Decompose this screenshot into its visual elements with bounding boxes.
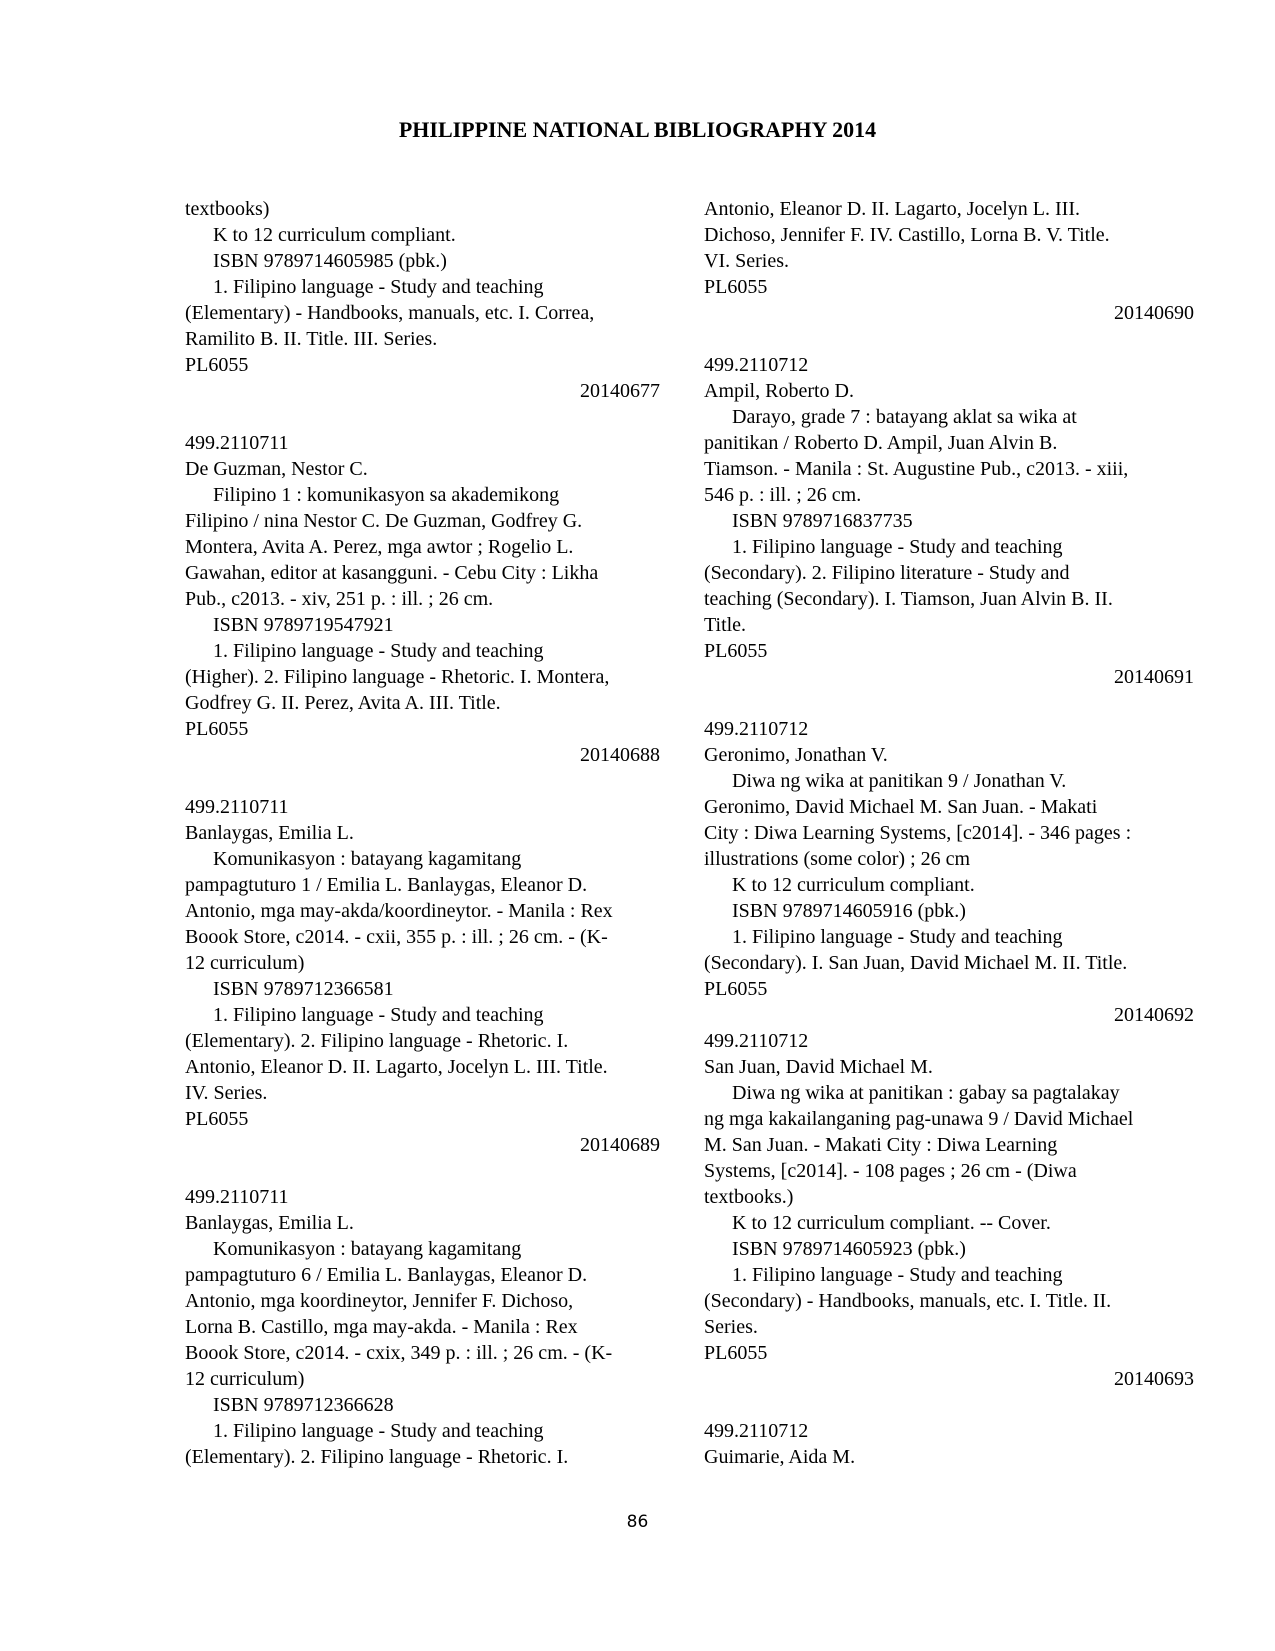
entry-line: panitikan / Roberto D. Ampil, Juan Alvin B. xyxy=(704,432,1058,454)
entry-line: PL6055 xyxy=(185,718,249,740)
accession-number: 20140693 xyxy=(1114,1368,1194,1390)
entry-line: 546 p. : ill. ; 26 cm. xyxy=(704,484,862,506)
entry-line: De Guzman, Nestor C. xyxy=(185,458,368,480)
entry-line: 1. Filipino language - Study and teaching xyxy=(213,640,544,662)
entry-line: VI. Series. xyxy=(704,250,789,272)
entry-line: 499.2110712 xyxy=(704,1030,809,1052)
entry-line: 12 curriculum) xyxy=(185,952,305,974)
entry-line: 499.2110712 xyxy=(704,1420,809,1442)
entry-line: Ampil, Roberto D. xyxy=(704,380,854,402)
entry-line: pampagtuturo 6 / Emilia L. Banlaygas, Eleanor D. xyxy=(185,1264,588,1286)
accession-number: 20140690 xyxy=(1114,302,1194,324)
entry-line: Gawahan, editor at kasangguni. - Cebu City : Likha xyxy=(185,562,599,584)
entry-line: K to 12 curriculum compliant. -- Cover. xyxy=(732,1212,1051,1234)
page-title: PHILIPPINE NATIONAL BIBLIOGRAPHY 2014 xyxy=(398,117,877,142)
page-number: 86 xyxy=(626,1512,649,1532)
entry-line: Filipino 1 : komunikasyon sa akademikong xyxy=(213,484,560,506)
entry-line: illustrations (some color) ; 26 cm xyxy=(704,848,971,870)
entry-line: Banlaygas, Emilia L. xyxy=(185,822,354,844)
accession-number: 20140688 xyxy=(580,744,660,766)
left-column xyxy=(185,196,660,1470)
entry-line: (Elementary). 2. Filipino language - Rhetoric. I. xyxy=(185,1030,569,1052)
entry-line: PL6055 xyxy=(185,354,249,376)
entry-line: Geronimo, Jonathan V. xyxy=(704,744,888,766)
entry-line: ISBN 9789719547921 xyxy=(213,614,394,636)
entry-line: pampagtuturo 1 / Emilia L. Banlaygas, Eleanor D. xyxy=(185,874,588,896)
entry-line: 1. Filipino language - Study and teaching xyxy=(732,536,1063,558)
entry-line: ISBN 9789712366628 xyxy=(213,1394,394,1416)
entry-line: Geronimo, David Michael M. San Juan. - Makati xyxy=(704,796,1098,818)
blank-line xyxy=(704,1392,1194,1418)
entry-line: M. San Juan. - Makati City : Diwa Learning xyxy=(704,1134,1058,1156)
entry-line: Godfrey G. II. Perez, Avita A. III. Title. xyxy=(185,692,501,714)
entry-line: textbooks.) xyxy=(704,1186,794,1208)
accession-number: 20140691 xyxy=(1114,666,1194,688)
entry-line: (Secondary) - Handbooks, manuals, etc. I. Title. II. xyxy=(704,1290,1112,1312)
entry-line: ng mga kakailanganing pag-unawa 9 / David Michael xyxy=(704,1108,1134,1130)
blank-line xyxy=(185,404,660,430)
entry-line: Antonio, Eleanor D. II. Lagarto, Jocelyn L. III. xyxy=(704,198,1080,220)
entry-line: Diwa ng wika at panitikan 9 / Jonathan V. xyxy=(732,770,1067,792)
entry-line: ISBN 9789716837735 xyxy=(732,510,913,532)
blank-line xyxy=(185,768,660,794)
entry-line: 1. Filipino language - Study and teaching xyxy=(213,1420,544,1442)
entry-line: Montera, Avita A. Perez, mga awtor ; Rogelio L. xyxy=(185,536,574,558)
entry-line: Filipino / nina Nestor C. De Guzman, Godfrey G. xyxy=(185,510,583,532)
entry-line: Antonio, mga may-akda/koordineytor. - Manila : Rex xyxy=(185,900,613,922)
entry-line: ISBN 9789714605916 (pbk.) xyxy=(732,900,966,922)
entry-line: IV. Series. xyxy=(185,1082,268,1104)
entry-line: Antonio, Eleanor D. II. Lagarto, Jocelyn L. III. Title. xyxy=(185,1056,608,1078)
blank-line xyxy=(704,326,1194,352)
entry-line: K to 12 curriculum compliant. xyxy=(213,224,456,246)
entry-line: ISBN 9789714605923 (pbk.) xyxy=(732,1238,966,1260)
blank-line xyxy=(185,1158,660,1184)
entry-line: (Elementary). 2. Filipino language - Rhetoric. I. xyxy=(185,1446,569,1468)
entry-line: City : Diwa Learning Systems, [c2014]. - 346 pages : xyxy=(704,822,1132,844)
entry-line: PL6055 xyxy=(704,276,768,298)
entry-line: teaching (Secondary). I. Tiamson, Juan Alvin B. II. xyxy=(704,588,1113,610)
entry-line: Diwa ng wika at panitikan : gabay sa pagtalakay xyxy=(732,1082,1120,1104)
entry-line: 499.2110712 xyxy=(704,718,809,740)
entry-line: Tiamson. - Manila : St. Augustine Pub., c2013. - xiii, xyxy=(704,458,1129,480)
entry-line: San Juan, David Michael M. xyxy=(704,1056,933,1078)
entry-line: (Higher). 2. Filipino language - Rhetoric. I. Montera, xyxy=(185,666,610,688)
entry-line: Guimarie, Aida M. xyxy=(704,1446,856,1468)
accession-number: 20140689 xyxy=(580,1134,660,1156)
entry-line: Darayo, grade 7 : batayang aklat sa wika at xyxy=(732,406,1077,428)
entry-line: Boook Store, c2014. - cxii, 355 p. : ill. ; 26 cm. - (K- xyxy=(185,926,608,948)
entry-line: PL6055 xyxy=(185,1108,249,1130)
entry-line: Komunikasyon : batayang kagamitang xyxy=(213,1238,522,1260)
entry-line: 499.2110711 xyxy=(185,796,289,818)
entry-line: Komunikasyon : batayang kagamitang xyxy=(213,848,522,870)
entry-line: Antonio, mga koordineytor, Jennifer F. Dichoso, xyxy=(185,1290,574,1312)
entry-line: 1. Filipino language - Study and teaching xyxy=(732,926,1063,948)
entry-line: Pub., c2013. - xiv, 251 p. : ill. ; 26 cm. xyxy=(185,588,494,610)
accession-number: 20140692 xyxy=(1114,1004,1194,1026)
entry-line: PL6055 xyxy=(704,1342,768,1364)
blank-line xyxy=(704,690,1194,716)
entry-line: (Secondary). 2. Filipino literature - Study and xyxy=(704,562,1070,584)
entry-line: Lorna B. Castillo, mga may-akda. - Manila : Rex xyxy=(185,1316,578,1338)
entry-line: (Secondary). I. San Juan, David Michael M. II. Title. xyxy=(704,952,1128,974)
entry-line: 1. Filipino language - Study and teaching xyxy=(732,1264,1063,1286)
entry-line: 1. Filipino language - Study and teaching xyxy=(213,276,544,298)
accession-number: 20140677 xyxy=(580,380,660,402)
entry-line: Banlaygas, Emilia L. xyxy=(185,1212,354,1234)
entry-line: ISBN 9789712366581 xyxy=(213,978,394,1000)
entry-line: Systems, [c2014]. - 108 pages ; 26 cm - (Diwa xyxy=(704,1160,1077,1182)
entry-line: PL6055 xyxy=(704,978,768,1000)
entry-line: 499.2110712 xyxy=(704,354,809,376)
right-column xyxy=(704,196,1194,1470)
entry-line: textbooks) xyxy=(185,198,270,220)
entry-line: 1. Filipino language - Study and teaching xyxy=(213,1004,544,1026)
entry-line: Title. xyxy=(704,614,747,636)
entry-line: ISBN 9789714605985 (pbk.) xyxy=(213,250,447,272)
entry-line: 499.2110711 xyxy=(185,1186,289,1208)
entry-line: Ramilito B. II. Title. III. Series. xyxy=(185,328,438,350)
entry-line: 12 curriculum) xyxy=(185,1368,305,1390)
entry-line: Dichoso, Jennifer F. IV. Castillo, Lorna B. V. Title. xyxy=(704,224,1110,246)
entry-line: PL6055 xyxy=(704,640,768,662)
entry-line: Series. xyxy=(704,1316,758,1338)
entry-line: (Elementary) - Handbooks, manuals, etc. I. Correa, xyxy=(185,302,595,324)
entry-line: Boook Store, c2014. - cxix, 349 p. : ill. ; 26 cm. - (K- xyxy=(185,1342,613,1364)
entry-line: 499.2110711 xyxy=(185,432,289,454)
entry-line: K to 12 curriculum compliant. xyxy=(732,874,975,896)
